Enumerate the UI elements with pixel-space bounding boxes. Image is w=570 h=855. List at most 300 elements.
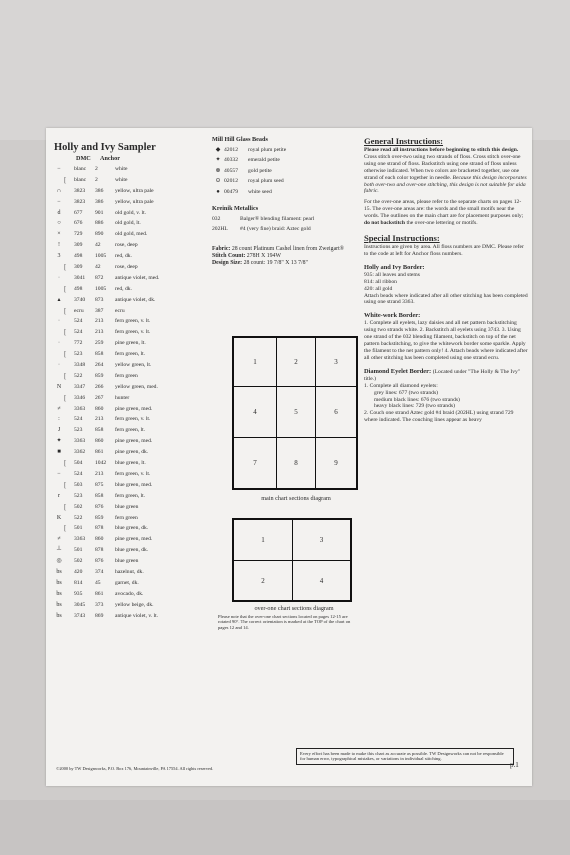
floss-anchor: 886 xyxy=(95,220,104,227)
bead-name: royal plum seed xyxy=(248,178,284,185)
floss-symbol: ∙ xyxy=(58,362,60,369)
floss-name: garnet, dk. xyxy=(115,579,139,586)
floss-dmc: 676 xyxy=(74,220,83,227)
floss-row xyxy=(54,393,219,404)
bead-code: 02012 xyxy=(224,178,238,185)
floss-row xyxy=(54,262,219,273)
floss-name: fern green, lt. xyxy=(115,351,146,358)
floss-name: rose, deep xyxy=(115,242,138,249)
floss-anchor: 267 xyxy=(95,394,104,401)
floss-bracket: [ xyxy=(64,263,67,272)
floss-name: fern green xyxy=(115,372,138,379)
floss-anchor: 859 xyxy=(95,372,104,379)
over-section-1: 1 xyxy=(233,519,293,561)
main-section-1: 1 xyxy=(233,337,277,387)
floss-dmc: 420 xyxy=(74,568,83,575)
floss-row xyxy=(54,523,219,534)
floss-dmc: 3045 xyxy=(74,601,86,608)
floss-symbol: − xyxy=(57,470,61,477)
floss-bracket: [ xyxy=(64,284,67,293)
general-text xyxy=(364,147,528,195)
floss-dmc: 3743 xyxy=(74,612,86,619)
floss-row xyxy=(54,382,219,393)
metallic-row xyxy=(212,224,362,234)
floss-symbol: K xyxy=(56,514,62,521)
floss-dmc: 677 xyxy=(74,209,83,216)
stitch-count: 278H X 194W xyxy=(246,252,281,259)
floss-name: white xyxy=(115,166,128,172)
floss-row xyxy=(54,208,219,219)
floss-bracket: [ xyxy=(64,371,67,380)
floss-anchor: 2 xyxy=(95,166,98,172)
floss-symbol: ○ xyxy=(57,220,61,227)
floss-name: fern green, lt. xyxy=(115,427,146,434)
floss-dmc: 935 xyxy=(74,590,83,597)
bead-code: 42012 xyxy=(224,147,238,153)
floss-anchor: 869 xyxy=(95,612,104,619)
floss-anchor: 264 xyxy=(95,362,104,369)
floss-name: blue green, dk. xyxy=(115,547,149,554)
fabric-label: Fabric: xyxy=(212,245,231,252)
floss-row xyxy=(54,502,219,513)
bead-row xyxy=(212,176,362,186)
floss-row xyxy=(54,251,219,262)
copyright: ©2000 by TW Designworks, P.O. Box 176, Mountainville, PA 17554. All rights reserved. xyxy=(56,766,214,771)
diamond-line-2: medium black lines: 676 (two strands) xyxy=(374,396,460,403)
floss-dmc: 3348 xyxy=(74,362,86,369)
disclaimer-box: Every effort has been made to make this chart as accurate as possible. TW Designworks can not be responsible for human error, typographical mistakes, or variations in individual stitching. xyxy=(296,748,514,765)
floss-row xyxy=(54,545,219,556)
bead-name: gold petite xyxy=(248,167,272,174)
floss-name: pine green, dk. xyxy=(115,449,149,456)
floss-anchor: 875 xyxy=(95,481,104,488)
floss-anchor: 873 xyxy=(95,296,104,303)
floss-row xyxy=(54,295,219,306)
stitch-count-label: Stitch Count: xyxy=(212,252,246,259)
floss-anchor: 876 xyxy=(95,558,104,565)
floss-dmc: 3823 xyxy=(74,187,86,194)
floss-row xyxy=(54,338,219,349)
bead-code: 00479 xyxy=(224,188,238,195)
floss-row xyxy=(54,513,219,524)
floss-anchor: 374 xyxy=(95,568,104,575)
floss-anchor: 386 xyxy=(95,187,104,194)
floss-name: pine green, lt. xyxy=(115,340,146,347)
floss-symbol: ∙ xyxy=(58,274,60,281)
floss-dmc: 498 xyxy=(74,285,83,292)
floss-name: ecru xyxy=(115,307,125,314)
floss-dmc: 3363 xyxy=(74,438,86,445)
floss-header xyxy=(76,155,219,162)
floss-bracket: [ xyxy=(64,524,67,533)
floss-dmc: 3041 xyxy=(74,274,86,281)
main-section-3: 3 xyxy=(315,337,357,387)
floss-name: blue green, dk. xyxy=(115,525,149,532)
bead-name: royal plum petite xyxy=(248,147,287,153)
floss-name: yellow, ultra pale xyxy=(115,198,154,205)
floss-anchor: 373 xyxy=(95,601,104,608)
floss-name: blue green, med. xyxy=(115,481,153,488)
floss-anchor: 860 xyxy=(95,536,104,543)
floss-symbol: − xyxy=(57,198,61,205)
floss-anchor: 890 xyxy=(95,231,104,238)
floss-anchor: 860 xyxy=(95,405,104,412)
metallic-row xyxy=(212,214,362,224)
floss-row xyxy=(54,611,219,622)
diamond-title: Diamond Eyelet Border: xyxy=(364,367,432,375)
materials-column xyxy=(212,134,362,267)
main-section-4: 4 xyxy=(233,386,277,438)
main-chart-diagram xyxy=(232,336,358,490)
floss-name: pine green, med. xyxy=(115,438,153,445)
floss-row xyxy=(54,458,219,469)
floss-row xyxy=(54,164,219,175)
general-heading: General Instructions: xyxy=(364,136,444,146)
floss-row xyxy=(54,425,219,436)
bead-symbol: ◆ xyxy=(215,147,221,153)
floss-symbol: J xyxy=(57,427,61,434)
floss-dmc: 309 xyxy=(74,242,83,249)
floss-bracket: [ xyxy=(64,480,67,489)
floss-anchor: 861 xyxy=(95,449,104,456)
floss-name: avocado, dk. xyxy=(115,590,144,597)
floss-dmc: 729 xyxy=(74,231,83,238)
floss-row xyxy=(54,556,219,567)
floss-name: fern green, v. lt. xyxy=(115,329,151,336)
floss-symbol: ┴ xyxy=(56,547,62,554)
floss-anchor: 858 xyxy=(95,351,104,358)
beads-title: Mill Hill Glass Beads xyxy=(212,136,268,143)
floss-name: rose, deep xyxy=(115,264,138,271)
floss-symbol: ≠ xyxy=(57,405,61,412)
instructions-column xyxy=(364,136,528,428)
floss-name: fern green xyxy=(115,514,138,521)
floss-dmc: 501 xyxy=(74,525,83,532)
floss-dmc: 3823 xyxy=(74,198,86,205)
floss-row xyxy=(54,327,219,338)
floss-bracket: [ xyxy=(64,306,67,315)
floss-dmc: 524 xyxy=(74,329,83,336)
floss-anchor: 861 xyxy=(95,590,104,597)
floss-anchor: 872 xyxy=(95,274,104,281)
diamond-title-wrap xyxy=(364,368,528,382)
floss-symbol: bs xyxy=(56,568,62,575)
floss-symbol: bs xyxy=(56,601,62,608)
main-section-2: 2 xyxy=(276,337,316,387)
floss-anchor: 387 xyxy=(95,307,104,314)
floss-row xyxy=(54,534,219,545)
over-diagram-caption: over-one chart sections diagram xyxy=(254,605,334,612)
floss-symbol: ◎ xyxy=(56,558,62,565)
floss-name: antique violet, v. lt. xyxy=(115,612,159,619)
floss-name: blue green xyxy=(115,558,139,565)
floss-anchor: 42 xyxy=(95,242,101,249)
floss-symbol: ∙ xyxy=(58,318,60,325)
main-section-7: 7 xyxy=(233,437,277,489)
over-one-text xyxy=(364,199,528,227)
fabric-text: 28 count Platinum Cashel linen from Zweigart® xyxy=(231,245,345,252)
floss-dmc: 3347 xyxy=(74,383,86,390)
floss-anchor: 860 xyxy=(95,438,104,445)
diamond-line-1: grey lines: 677 (two strands) xyxy=(374,389,439,396)
floss-name: old gold, med. xyxy=(115,231,148,238)
fabric-info xyxy=(212,246,362,267)
floss-row xyxy=(54,404,219,415)
floss-bracket: [ xyxy=(64,175,67,184)
floss-anchor: 1005 xyxy=(95,253,107,260)
floss-row xyxy=(54,316,219,327)
holly-line-2: 814: all ribbon xyxy=(364,278,397,285)
floss-symbol: N xyxy=(56,383,62,390)
floss-name: antique violet, dk. xyxy=(115,296,156,303)
floss-row xyxy=(54,229,219,240)
floss-dmc: blanc xyxy=(74,176,87,183)
floss-list xyxy=(54,164,219,621)
diamond-line-3: heavy black lines: 729 (two strands) xyxy=(374,403,455,410)
floss-dmc: 524 xyxy=(74,416,83,423)
bead-symbol: ● xyxy=(216,188,220,195)
holly-title: Holly and Ivy Border: xyxy=(364,263,425,271)
floss-row xyxy=(54,349,219,360)
floss-key xyxy=(54,138,219,621)
floss-dmc: 524 xyxy=(74,318,83,325)
general-italic: Because this design incorporates both over-two and over-one stitching, this design is not suitable for aida fabric. xyxy=(364,174,527,195)
floss-row xyxy=(54,371,219,382)
floss-anchor: 386 xyxy=(95,198,104,205)
general-body: Cross stitch over-two using two strands of floss. Cross stitch over-one using one strand of floss. Backstitch using one strand of floss unless otherwise indicated. When two colors are bracketed together, use one strand of each color together in needle. xyxy=(364,153,521,181)
floss-row xyxy=(54,578,219,589)
bead-row xyxy=(212,187,362,197)
page-number: p.1 xyxy=(510,761,519,769)
floss-symbol: × xyxy=(57,231,61,238)
floss-name: fern green, lt. xyxy=(115,492,146,499)
floss-name: hunter xyxy=(115,394,130,401)
floss-dmc: 501 xyxy=(74,547,83,554)
floss-row xyxy=(54,186,219,197)
bead-row xyxy=(212,155,362,165)
design-size-label: Design Size: xyxy=(212,259,243,266)
floss-row xyxy=(54,175,219,186)
floss-name: yellow green, med. xyxy=(115,383,158,390)
floss-bracket: [ xyxy=(64,393,67,402)
floss-dmc: 523 xyxy=(74,492,83,499)
metallic-code: 032 xyxy=(212,215,221,222)
over-section-3: 3 xyxy=(292,519,351,561)
over-one-diagram xyxy=(232,518,352,602)
floss-dmc: 3346 xyxy=(74,394,86,401)
floss-row xyxy=(54,447,219,458)
floss-dmc: 504 xyxy=(74,460,83,467)
metallic-code: 202HL xyxy=(212,225,228,232)
holly-line-3: 420: all gold xyxy=(364,285,393,292)
floss-row xyxy=(54,491,219,502)
floss-symbol: bs xyxy=(56,579,62,586)
floss-name: white xyxy=(115,176,128,183)
floss-name: old gold, v. lt. xyxy=(115,209,147,216)
floss-symbol: ∙ xyxy=(58,340,60,347)
floss-anchor: 859 xyxy=(95,514,104,521)
floss-name: pine green, med. xyxy=(115,405,153,412)
floss-name: fern green, v. lt. xyxy=(115,318,151,325)
floss-symbol: ✦ xyxy=(56,438,62,445)
floss-dmc: 3740 xyxy=(74,296,86,303)
floss-anchor: 858 xyxy=(95,492,104,499)
floss-dmc: 503 xyxy=(74,481,83,488)
floss-dmc: 3362 xyxy=(74,449,86,456)
floss-bracket: [ xyxy=(64,502,67,511)
floss-name: antique violet, med. xyxy=(115,274,160,281)
holly-body: Attach beads where indicated after all other stitching has been completed using one strand 3363. xyxy=(364,292,528,306)
floss-dmc: 772 xyxy=(74,340,83,347)
metallic-name: Balger® blending filament: pearl xyxy=(240,215,315,222)
metallic-name: #4 (very fine) braid: Aztec gold xyxy=(240,225,311,232)
floss-anchor: 259 xyxy=(95,340,104,347)
floss-name: yellow beige, dk. xyxy=(115,601,154,608)
bead-name: emerald petite xyxy=(248,157,280,164)
floss-anchor: 878 xyxy=(95,547,104,554)
floss-name: yellow green, lt. xyxy=(115,362,152,369)
general-lead: Please read all instructions before beginning to stitch this design. xyxy=(364,147,519,153)
floss-row xyxy=(54,360,219,371)
floss-name: yellow, ultra pale xyxy=(115,187,154,194)
floss-row xyxy=(54,273,219,284)
chart-page xyxy=(46,128,532,786)
floss-symbol: ! xyxy=(58,242,60,249)
main-diagram-caption: main chart sections diagram xyxy=(261,495,331,502)
floss-dmc: ecru xyxy=(74,307,84,314)
bead-symbol: ✦ xyxy=(215,157,221,164)
floss-symbol: d xyxy=(57,209,61,216)
floss-name: hazelnut, dk. xyxy=(115,568,144,575)
floss-row xyxy=(54,306,219,317)
floss-name: fern green, v. lt. xyxy=(115,416,151,423)
floss-symbol: ▴ xyxy=(57,296,61,303)
floss-dmc: blanc xyxy=(74,166,87,172)
floss-dmc: 3363 xyxy=(74,405,86,412)
main-section-9: 9 xyxy=(315,437,357,489)
floss-anchor: 45 xyxy=(95,579,101,586)
design-size: 28 count: 19 7/8" X 13 7/8" xyxy=(243,259,308,266)
floss-name: red, dk. xyxy=(115,285,132,292)
special-heading: Special Instructions: xyxy=(364,232,440,243)
backdrop xyxy=(0,0,570,140)
floss-symbol: bs xyxy=(56,612,62,619)
metallics-title: Kreinik Metallics xyxy=(212,204,259,212)
diamond-step-1: 1. Complete all diamond eyelets: xyxy=(364,382,438,389)
bead-symbol: ⊗ xyxy=(215,167,221,174)
floss-row xyxy=(54,480,219,491)
floss-symbol: ≠ xyxy=(57,536,61,543)
floss-anchor: 213 xyxy=(95,416,104,423)
over-one-c: the over-one lettering or motifs. xyxy=(406,220,478,227)
floss-anchor: 1042 xyxy=(95,460,107,467)
floss-row xyxy=(54,567,219,578)
holly-line-1: 935: all leaves and stems xyxy=(364,271,420,278)
bead-name: white seed xyxy=(248,188,272,195)
floss-anchor: 213 xyxy=(95,470,104,477)
floss-dmc: 498 xyxy=(74,253,83,260)
floss-row xyxy=(54,218,219,229)
diamond-step-2: 2. Couch one strand Aztec gold #4 braid (202HL) using strand 729 where indicated. The couching lines appear as heavy xyxy=(364,410,514,424)
floss-anchor: 2 xyxy=(95,176,98,183)
over-one-b: do not backstitch xyxy=(364,220,406,227)
diamond-title-rest: (Located under "The Holly & The Ivy" title.) xyxy=(364,368,521,382)
floss-dmc: 523 xyxy=(74,351,83,358)
bead-row xyxy=(212,145,362,155)
floss-row xyxy=(54,600,219,611)
floss-name: blue green xyxy=(115,503,139,510)
whitework-title: White-work Border: xyxy=(364,312,421,320)
main-section-6: 6 xyxy=(315,386,357,438)
floss-row xyxy=(54,284,219,295)
anchor-header: Anchor xyxy=(100,155,120,162)
floss-anchor: 858 xyxy=(95,427,104,434)
floss-row xyxy=(54,414,219,425)
bead-code: 40557 xyxy=(224,167,238,174)
floss-anchor: 266 xyxy=(95,383,104,390)
over-section-2: 2 xyxy=(233,560,293,601)
floss-anchor: 878 xyxy=(95,525,104,532)
floss-bracket: [ xyxy=(64,350,67,359)
floss-anchor: 213 xyxy=(95,318,104,325)
floss-row xyxy=(54,469,219,480)
bead-code: 40332 xyxy=(224,157,238,164)
floss-dmc: 502 xyxy=(74,558,83,565)
floss-name: red, dk. xyxy=(115,253,132,260)
floss-name: fern green, v. lt. xyxy=(115,470,151,477)
floss-anchor: 1005 xyxy=(95,285,107,292)
floss-dmc: 524 xyxy=(74,470,83,477)
main-section-8: 8 xyxy=(276,437,316,489)
floss-anchor: 42 xyxy=(95,264,101,271)
dmc-header: DMC xyxy=(76,155,91,162)
floss-dmc: 3363 xyxy=(74,536,86,543)
bead-symbol: ⊙ xyxy=(215,178,221,185)
floss-name: pine green, med. xyxy=(115,536,153,543)
floss-dmc: 309 xyxy=(74,264,83,271)
floss-symbol: − xyxy=(57,166,61,172)
floss-bracket: [ xyxy=(64,459,67,468)
floss-symbol: : xyxy=(58,416,60,423)
floss-dmc: 814 xyxy=(74,579,83,586)
floss-symbol: ∩ xyxy=(56,187,62,194)
main-section-5: 5 xyxy=(276,386,316,438)
bead-list xyxy=(212,145,362,197)
floss-bracket: [ xyxy=(64,328,67,337)
floss-anchor: 901 xyxy=(95,209,104,216)
tabletop xyxy=(0,800,570,855)
floss-row xyxy=(54,240,219,251)
rotation-note: Please note that the over-one chart sections located on pages 12-15 are rotated 90°. The correct orientation is marked at the TOP of the chart on pages 12 and 14. xyxy=(218,614,351,630)
floss-anchor: 876 xyxy=(95,503,104,510)
floss-symbol: ■ xyxy=(57,449,61,456)
over-one-a: For the over-one areas, please refer to the separate charts on pages 12-15. The over-one areas are: the words and the small motifs near the words. The outlines on the main chart are for placement purposes only; xyxy=(364,199,524,220)
floss-anchor: 213 xyxy=(95,329,104,336)
floss-row xyxy=(54,589,219,600)
floss-dmc: 522 xyxy=(74,514,83,521)
floss-dmc: 522 xyxy=(74,372,83,379)
over-section-4: 4 xyxy=(292,560,351,601)
floss-row xyxy=(54,197,219,208)
floss-name: old gold, lt. xyxy=(115,220,141,227)
floss-row xyxy=(54,436,219,447)
floss-dmc: 502 xyxy=(74,503,83,510)
floss-symbol: bs xyxy=(56,590,62,597)
floss-name: blue green, lt. xyxy=(115,460,146,467)
special-body: Instructions are given by area. All floss numbers are DMC. Please refer to the code at left for Anchor floss numbers. xyxy=(364,243,524,257)
whitework-body: 1. Complete all eyelets, lazy daisies and all net pattern backstitching using two strands white. 2. Backstitch all eyelets using 3743. 3. Using one strand of the 032 blending filament, backstitch on top of the net pattern backstitching, to give the whitework border some sparkle. Apply the filament to the net pattern only! 4. Attach beads where indicated after all other stitching has been completed using one strand ecru. xyxy=(364,320,528,361)
metallics-list xyxy=(212,214,362,234)
